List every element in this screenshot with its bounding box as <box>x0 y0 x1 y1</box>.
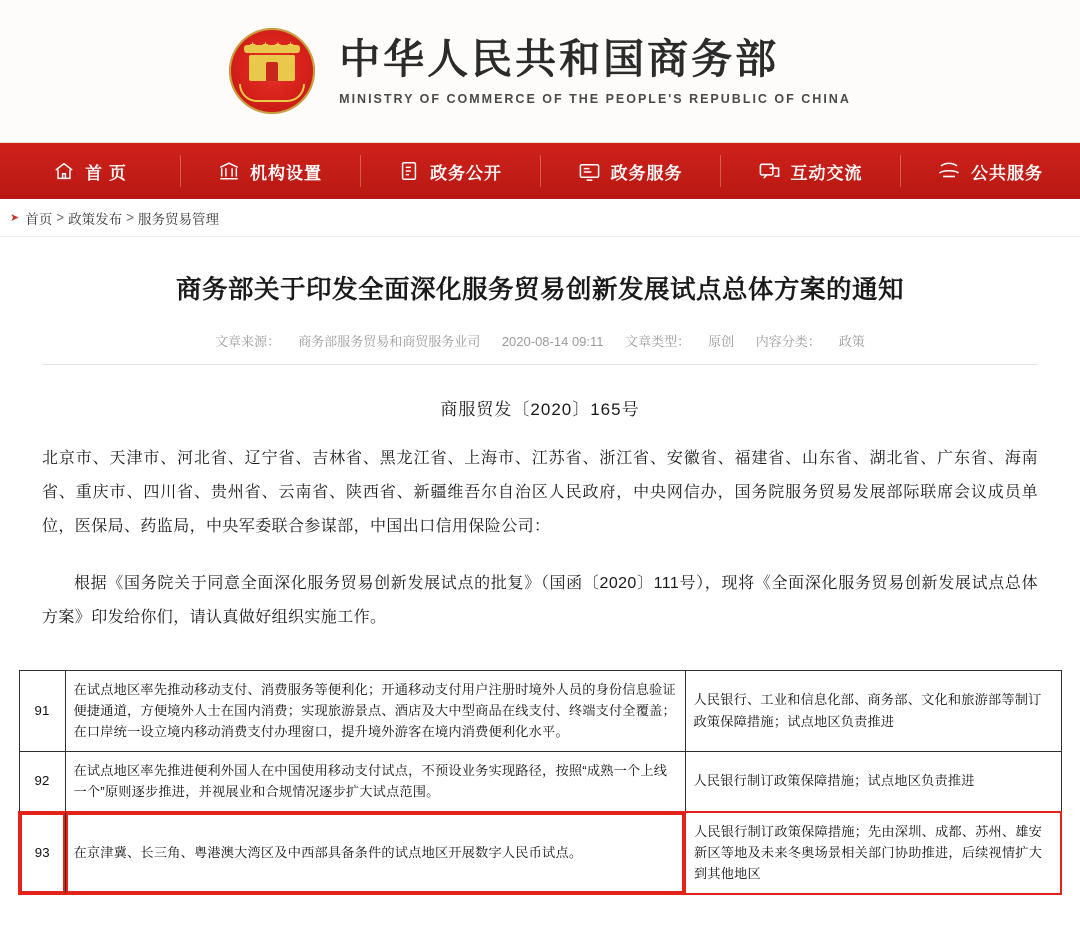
nav-item-government-services[interactable] <box>540 143 720 199</box>
chat-icon <box>758 160 781 183</box>
meta-date: 2020-08-14 09:11 <box>501 333 604 349</box>
monitor-icon <box>578 160 601 183</box>
hand-icon <box>937 159 961 183</box>
breadcrumb-item-home[interactable]: 首页 <box>25 211 53 227</box>
row-department: 人民银行、工业和信息化部、商务部、文化和旅游部等制订政策保障措施；试点地区负责推进 <box>685 670 1061 751</box>
site-title-cn: 中华人民共和国商务部 <box>339 34 780 83</box>
meta-category: 政策 <box>838 333 865 349</box>
row-measure: 在试点地区率先推进便利外国人在中国使用移动支付试点，不预设业务实现路径，按照“成熟一个上线一个”原则逐步推进，并视展业和合规情况逐步扩大试点范围。 <box>65 751 685 811</box>
meta-type-label: 文章类型： <box>625 333 691 349</box>
nav-label: 互动交流 <box>790 163 863 183</box>
nav-item-home[interactable] <box>0 143 180 199</box>
site-title-en: MINISTRY OF COMMERCE OF THE PEOPLE'S REPUBLIC OF CHINA <box>339 92 851 107</box>
breadcrumb <box>0 199 1080 237</box>
breadcrumb-item-service-trade[interactable]: 服务贸易管理 <box>138 211 219 227</box>
row-department: 人民银行制订政策保障措施；试点地区负责推进 <box>685 751 1061 811</box>
building-icon <box>218 160 240 182</box>
page-title: 商务部关于印发全面深化服务贸易创新发展试点总体方案的通知 <box>175 275 904 305</box>
nav-item-public-services[interactable] <box>900 143 1080 199</box>
nav-item-organization[interactable] <box>180 143 360 199</box>
table-row <box>19 751 1061 811</box>
breadcrumb-separator: > <box>56 210 65 225</box>
article-paragraph-body: 根据《国务院关于同意全面深化服务贸易创新发展试点的批复》（国函〔2020〕111号），现将《全面深化服务贸易创新发展试点总体方案》印发给你们，请认真做好组织实施工作。 <box>42 574 1038 627</box>
row-index: 92 <box>19 751 65 811</box>
document-number: 商服贸发〔2020〕165号 <box>440 399 640 419</box>
nav-label: 机构设置 <box>250 163 322 183</box>
nav-label: 首 页 <box>85 163 127 183</box>
row-index: 93 <box>19 812 65 894</box>
nav-label: 政务公开 <box>430 163 502 183</box>
nav-label: 政务服务 <box>610 163 683 183</box>
emblem-gate <box>249 55 295 81</box>
table-row-highlighted <box>19 812 1061 894</box>
document-icon <box>398 160 420 182</box>
breadcrumb-arrow-icon: ➤ <box>10 212 20 224</box>
breadcrumb-item-policy-release[interactable]: 政策发布 <box>68 211 123 227</box>
policy-measures-table <box>18 670 1062 895</box>
row-measure: 在京津冀、长三角、粤港澳大湾区及中西部具备条件的试点地区开展数字人民币试点。 <box>65 812 685 894</box>
breadcrumb-separator: > <box>126 210 134 225</box>
home-icon <box>53 160 75 182</box>
row-department: 人民银行制订政策保障措施；先由深圳、成都、苏州、雄安新区等地及未来冬奥场景相关部门协助推进，后续视情扩大到其他地区 <box>685 812 1061 894</box>
meta-type: 原创 <box>708 333 735 349</box>
table-row <box>19 670 1061 751</box>
emblem-wheat <box>239 84 305 102</box>
main-nav <box>0 143 1080 199</box>
meta-category-label: 内容分类： <box>755 333 821 349</box>
nav-label: 公共服务 <box>971 163 1043 183</box>
row-index: 91 <box>19 670 65 751</box>
row-measure: 在试点地区率先推动移动支付、消费服务等便利化；开通移动支付用户注册时境外人员的身份信息验证便捷通道，方便境外人士在国内消费；实现旅游景点、酒店及大中型商品在线支付、终端支付全覆盖；在口岸统一设立境内移动消费支付办理窗口，提升境外游客在境内消费便利化水平。 <box>65 670 685 751</box>
national-emblem-icon <box>229 28 315 114</box>
policy-table-wrapper <box>18 670 1062 895</box>
article <box>0 237 1080 636</box>
meta-source-label: 文章来源： <box>215 333 281 349</box>
site-masthead <box>0 0 1080 143</box>
site-titles <box>339 36 851 106</box>
emblem-roof <box>244 45 300 53</box>
nav-item-interaction[interactable] <box>720 143 900 199</box>
meta-source: 商务部服务贸易和商贸服务业司 <box>298 333 481 349</box>
article-meta <box>42 331 1038 365</box>
nav-item-government-affairs-disclosure[interactable] <box>360 143 540 199</box>
article-paragraph-recipients: 北京市、天津市、河北省、辽宁省、吉林省、黑龙江省、上海市、江苏省、浙江省、安徽省、福建省、山东省、湖北省、广东省、海南省、重庆市、四川省、贵州省、云南省、陕西省、新疆维吾尔自治区人民政府，中央网信办，国务院服务贸易发展部际联席会议成员单位，医保局、药监局，中央军委联合参谋部，中国出口信用保险公司： <box>42 449 1038 536</box>
